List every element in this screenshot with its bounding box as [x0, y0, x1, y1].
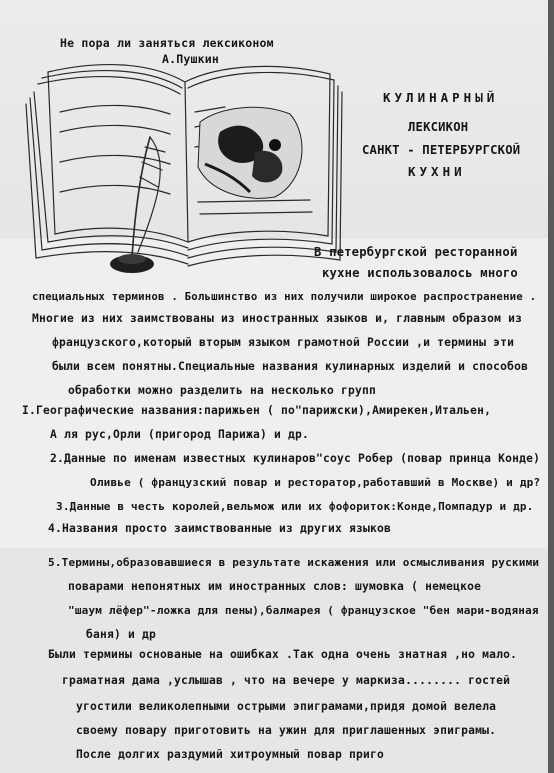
body-line: поварами непонятных им иностранных слов: шумовка ( немецкое — [68, 580, 482, 593]
body-line: своему повару приготовить на ужин для приглашенных эпиграмы. — [76, 724, 497, 737]
epigraph-text: Не пора ли заняться лексиконом — [60, 36, 274, 50]
body-line: французского,который вторым языком грамотной России ,и термины эти — [52, 336, 515, 349]
title-line-2: ЛЕКСИКОН — [408, 120, 469, 134]
body-line: В петербургской ресторанной — [314, 245, 518, 259]
body-line: угостили великолепными острыми эпиграмами,придя домой велела — [76, 700, 497, 713]
body-line: были всем понятны.Специальные названия кулинарных изделий и способов — [52, 360, 529, 373]
body-line: А ля рус,Орли (пригород Парижа) и др. — [50, 428, 310, 441]
title-line-3: САНКТ - ПЕТЕРБУРГСКОЙ — [362, 143, 521, 157]
title-line-1: КУЛИНАРНЫЙ — [383, 90, 499, 105]
page-edge-shadow — [548, 0, 554, 773]
body-line: I.Географические названия:парижьен ( по"парижски),Амирекен,Итальен, — [22, 404, 492, 417]
body-line: баня) и др — [86, 628, 157, 641]
body-line: 3.Данные в честь королей,вельмож или их фофориток:Конде,Помпадур и др. — [56, 500, 534, 513]
body-line: 4.Названия просто заимствованные из других языков — [48, 522, 392, 535]
body-line: обработки можно разделить на несколько групп — [68, 384, 377, 397]
body-line: После долгих раздумий хитроумный повар приго — [76, 748, 385, 761]
body-line: Многие из них заимствованы из иностранных языков и, главным образом из — [32, 312, 523, 325]
epigraph-author: А.Пушкин — [162, 52, 219, 66]
title-line-4: КУХНИ — [408, 164, 466, 179]
open-book-sketch — [20, 52, 360, 282]
body-line: кухне использовалось много — [322, 266, 518, 280]
body-line: 2.Данные по именам известных кулинаров"соус Робер (повар принца Конде) — [50, 452, 541, 465]
body-line: Были термины основаные на ошибках .Так одна очень знатная ,но мало. — [48, 648, 518, 661]
body-line: 5.Термины,образовавшиеся в результате искажения или осмысливания рускими — [48, 556, 540, 569]
body-line: специальных терминов . Большинство из них получили широкое распространение . — [32, 290, 537, 303]
body-line: Оливье ( французский повар и ресторатор,работавший в Москве) и др? — [90, 476, 541, 489]
body-line: граматная дама ,услышав , что на вечере у маркиза........ гостей — [62, 674, 511, 687]
body-line: "шаум лёфер"-ложка для пены),балмарея ( французское "бен мари-водяная — [68, 604, 539, 617]
